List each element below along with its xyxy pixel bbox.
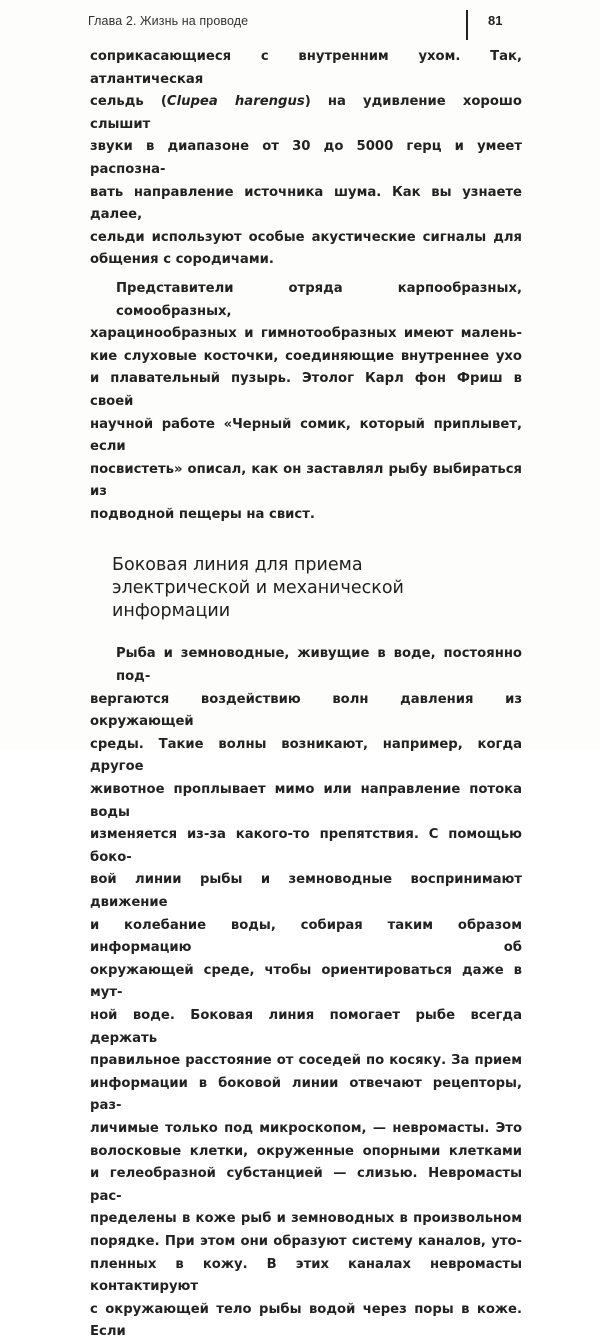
text-line: харацинообразных и гимнотообразных имеют малень- [90, 326, 522, 342]
header-divider [466, 10, 468, 40]
text-line [90, 91, 522, 136]
text-line: научной работе «Черный сомик, который приплывет, если [90, 416, 522, 455]
heading-line: Боковая линия для приема [112, 555, 363, 576]
term-neuromasts: невромасты [392, 1120, 485, 1136]
text-line: Представители отряда карпообразных, сомообразных, [116, 280, 522, 319]
text-line: животное проплывает мимо или направление потока воды [90, 782, 522, 820]
text-line: ной воде. Боковая линия помогает рыбе всегда держать [90, 1007, 522, 1046]
text-fragment: . Это [484, 1120, 523, 1136]
text-fragment: личимые только под микроскопом, — [90, 1120, 387, 1136]
text-line: общения с сородичами. [90, 252, 274, 268]
text-line: информации в боковой линии отвечают рецепторы, раз- [90, 1075, 522, 1114]
text-line: и колебание воды, собирая таким образом информацию об [90, 917, 522, 956]
page-header [88, 10, 528, 36]
text-line: вергаются воздействию волн давления из окружающей [90, 691, 522, 730]
text-line [90, 1118, 522, 1141]
heading-line: электрической и механической [112, 578, 404, 599]
text-fragment: ) на удивление хорошо слышит [90, 94, 522, 132]
text-line: среды. Такие волны возникают, например, когда другое [90, 736, 522, 775]
text-fragment: сельдь ( [90, 94, 167, 110]
text-line: порядке. При этом они образуют систему каналов, уто- [90, 1233, 522, 1249]
text-line: Рыба и земноводные, живущие в воде, постоянно под- [116, 646, 522, 685]
latin-species-name: Clupea harengus [166, 94, 305, 110]
page-body [90, 46, 522, 1344]
paragraph-3 [90, 643, 522, 1343]
text-line: пленных в кожу. В этих каналах невромасты контактируют [90, 1256, 522, 1295]
text-line: изменяется из-за какого-то препятствия. С помощью боко- [90, 827, 522, 865]
text-line: волосковые клетки, окруженные опорными клетками [90, 1143, 522, 1159]
paragraph-2 [90, 278, 522, 527]
text-line: соприкасающиеся с внутренним ухом. Так, атлантическая [90, 49, 522, 87]
text-line: кие слуховые косточки, соединяющие внутреннее ухо [90, 348, 522, 364]
text-line: и гелеобразной субстанцией — слизью. Невромасты рас- [90, 1166, 522, 1204]
text-line: с окружающей тело рыбы водой через поры в коже. Если [90, 1301, 522, 1340]
text-line: сельди используют особые акустические сигналы для [90, 229, 522, 245]
page-number: 81 [488, 13, 503, 28]
text-line: вой линии рыбы и земноводные воспринимают движение [90, 872, 522, 910]
section-heading [112, 554, 522, 623]
text-line: правильное расстояние от соседей по косяку. За прием [90, 1053, 522, 1069]
text-line: подводной пещеры на свист. [90, 506, 315, 522]
text-line: вать направление источника шума. Как вы узнаете далее, [90, 184, 522, 223]
text-line: окружающей среде, чтобы ориентироваться даже в мут- [90, 962, 522, 1001]
text-line: и плавательный пузырь. Этолог Карл фон Фриш в своей [90, 371, 522, 409]
heading-line: информации [112, 601, 231, 622]
running-title: Глава 2. Жизнь на проводе [88, 14, 249, 28]
text-line: посвистеть» описал, как он заставлял рыбу выбираться из [90, 461, 522, 500]
text-line: пределены в коже рыб и земноводных в произвольном [90, 1211, 522, 1227]
paragraph-1 [90, 46, 522, 272]
text-line: звуки в диапазоне от 30 до 5000 герц и умеет распозна- [90, 139, 522, 177]
